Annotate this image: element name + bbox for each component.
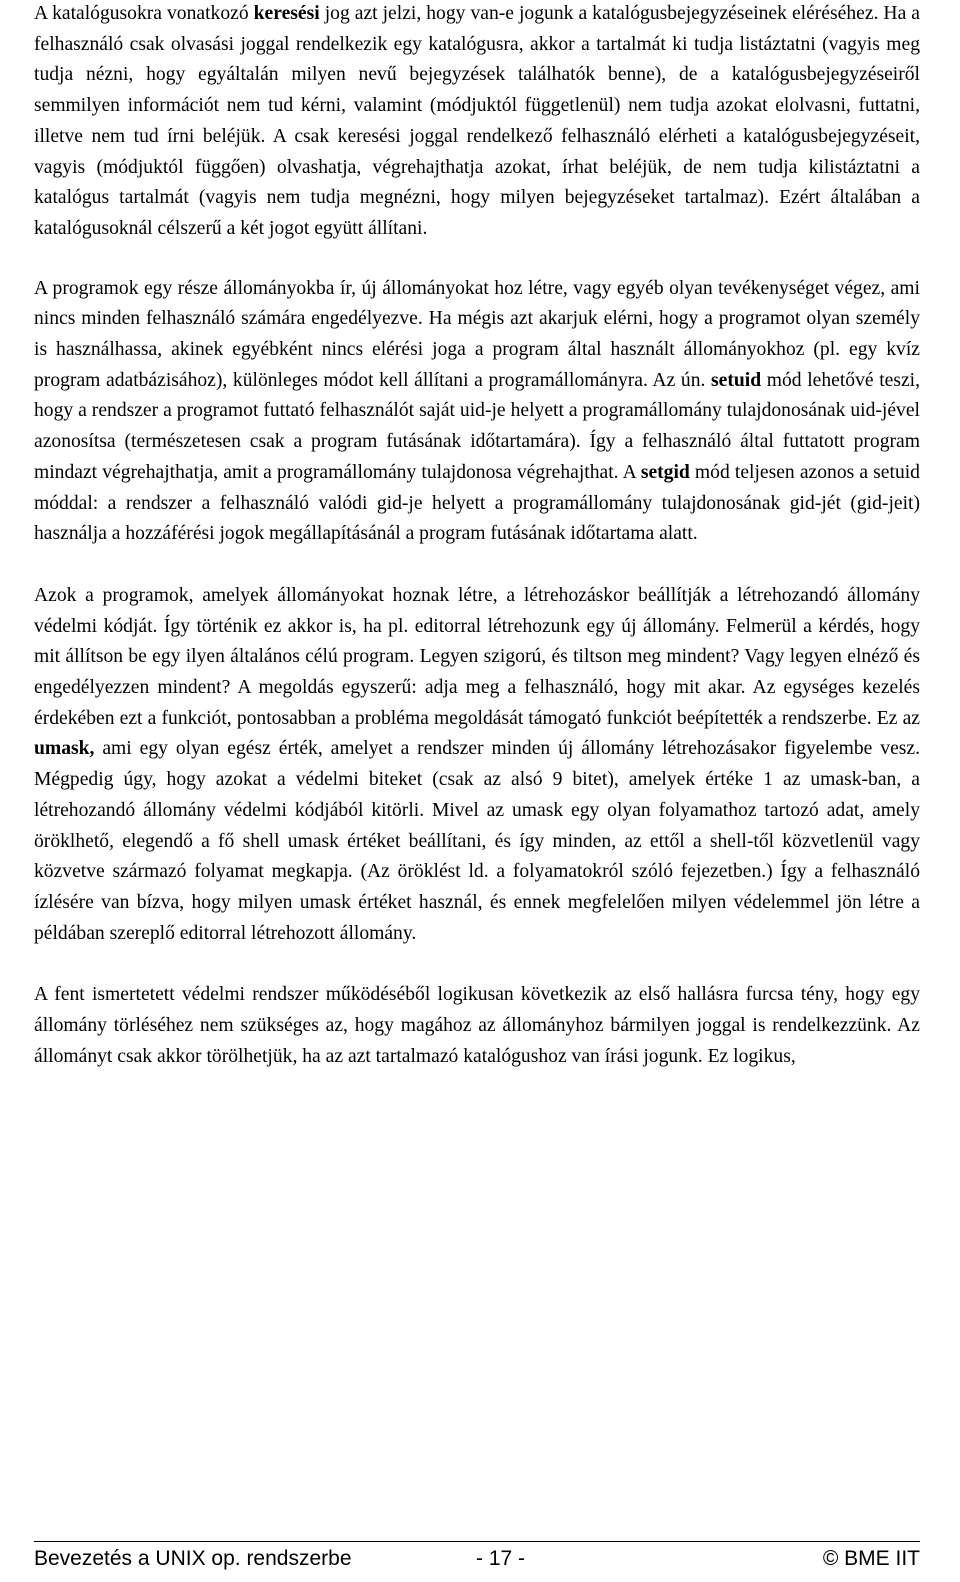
paragraph-setuid-setgid <box>34 274 920 550</box>
text-run: mód lehetővé teszi, hogy a rendszer a programot futtató felhasználót saját uid-je helyett a programállomány tulajdonosának uid-jével azonosítsa (természetesen csak a program futásának időtartamára). Így a felhasználó által futtatott program mindazt végrehajthatja, amit a programállomány tulajdonosa végrehajthat. A <box>34 369 920 483</box>
text-run: A fent ismertetett védelmi rendszer működéséből logikusan következik az első hallásra furcsa tény, hogy egy állomány törléséhez nem szükséges az, hogy magához az állományhoz bármilyen joggal is rendelkezzünk. Az állományt csak akkor törölhetjük, ha az azt tartalmazó katalógushoz van írási jogunk. Ez logikus, <box>34 984 920 1067</box>
paragraph-file-deletion <box>34 980 920 1072</box>
page-footer <box>34 1547 920 1577</box>
term-keresesi: keresési <box>253 3 320 24</box>
term-umask: umask, <box>34 738 95 760</box>
text-run: ami egy olyan egész érték, amelyet a rendszer minden új állomány létrehozásakor figyelembe vesz. Mégpedig úgy, hogy azokat a védelmi biteket (csak az alsó 9 bitet), amelyek értéke 1 az umask-ban, a létrehozandó állomány védelmi kódjából kitörli. Mivel az umask egy olyan folyamathoz tartozó adat, amely öröklhető, elegendő a fő shell umask értéket beállítani, és így minden, az ettől a shell-től közvetlenül vagy közvetve származó folyamat megkapja. (Az öröklést ld. a folyamatokról szóló fejezetben.) Így a felhasználó ízlésére van bízva, hogy milyen umask értéket használ, és ennek megfelelően milyen védelemmel jön létre a példában szereplő editorral létrehozott állomány. <box>34 738 920 944</box>
paragraph-umask <box>34 581 920 949</box>
term-setuid: setuid <box>711 369 762 391</box>
document-body <box>34 0 920 1073</box>
text-run: jog azt jelzi, hogy van-e jogunk a katalógusbejegyzéseinek eléréséhez. Ha a felhasználó csak olvasási joggal rendelkezik egy katalógusra, akkor a tartalmát ki tudja listáztatni (vagyis meg tudja nézni, hogy egyáltalán milyen nevű bejegyzések találhatók benne), de a katalógusbejegyzéseiről semmilyen információt nem tud kérni, valamint (módjuktól függetlenül) nem tudja azokat elolvasni, futtatni, illetve nem tud írni beléjük. A csak keresési joggal rendelkező felhasználó elérheti a katalógusbejegyzéseit, vagyis (módjuktól függően) olvashatja, végrehajthatja azokat, írhat beléjük, de nem tudja kilistáztatni a katalógus tartalmát (vagyis nem tudja megnézni, hogy milyen bejegyzéseket tartalmaz). Ezért általában a katalógusoknál célszerű a két jogot együtt állítani. <box>34 3 920 239</box>
paragraph-directory-search-right <box>34 0 920 245</box>
footer-book-title: Bevezetés a UNIX op. rendszerbe <box>34 1547 352 1570</box>
text-run: A katalógusokra vonatkozó <box>34 3 254 24</box>
footer-page-number: - 17 - <box>476 1547 526 1570</box>
text-run: A programok egy része állományokba ír, új állományokat hoz létre, vagy egyéb olyan tevékenységet végez, ami nincs minden felhasználó számára engedélyezve. Ha mégis azt akarjuk elérni, hogy a programot olyan személy is használhassa, akinek egyébként nincs elérési joga a program által használt állományokhoz (pl. egy kvíz program adatbázisához), különleges módot kell állítani a programállományra. Az ún. <box>34 277 920 391</box>
text-run: mód teljesen azonos a setuid móddal: a rendszer a felhasználó valódi gid-je helyett a programállomány tulajdonosának gid-jét (gid-jeit) használja a hozzáférési jogok megállapításánál a program futásának időtartama alatt. <box>34 461 920 545</box>
term-setgid: setgid <box>640 461 690 483</box>
footer-copyright: © BME IIT <box>822 1547 920 1570</box>
footer-divider <box>34 1541 920 1542</box>
text-run: Azok a programok, amelyek állományokat hoznak létre, a létrehozáskor beállítják a létrehozandó állomány védelmi kódját. Így történik ez akkor is, ha pl. editorral létrehozunk egy új állomány. Felmerül a kérdés, hogy mit állítson be egy ilyen általános célú program. Legyen szigorú, és tiltson meg mindent? Vagy legyen elnéző és engedélyezzen mindent? A megoldás egyszerű: adja meg a felhasználó, hogy mit akar. Az egységes kezelés érdekében ezt a funkciót, pontosabban a probléma megoldását támogató funkciót beépítették a rendszerbe. Ez az <box>34 584 920 729</box>
